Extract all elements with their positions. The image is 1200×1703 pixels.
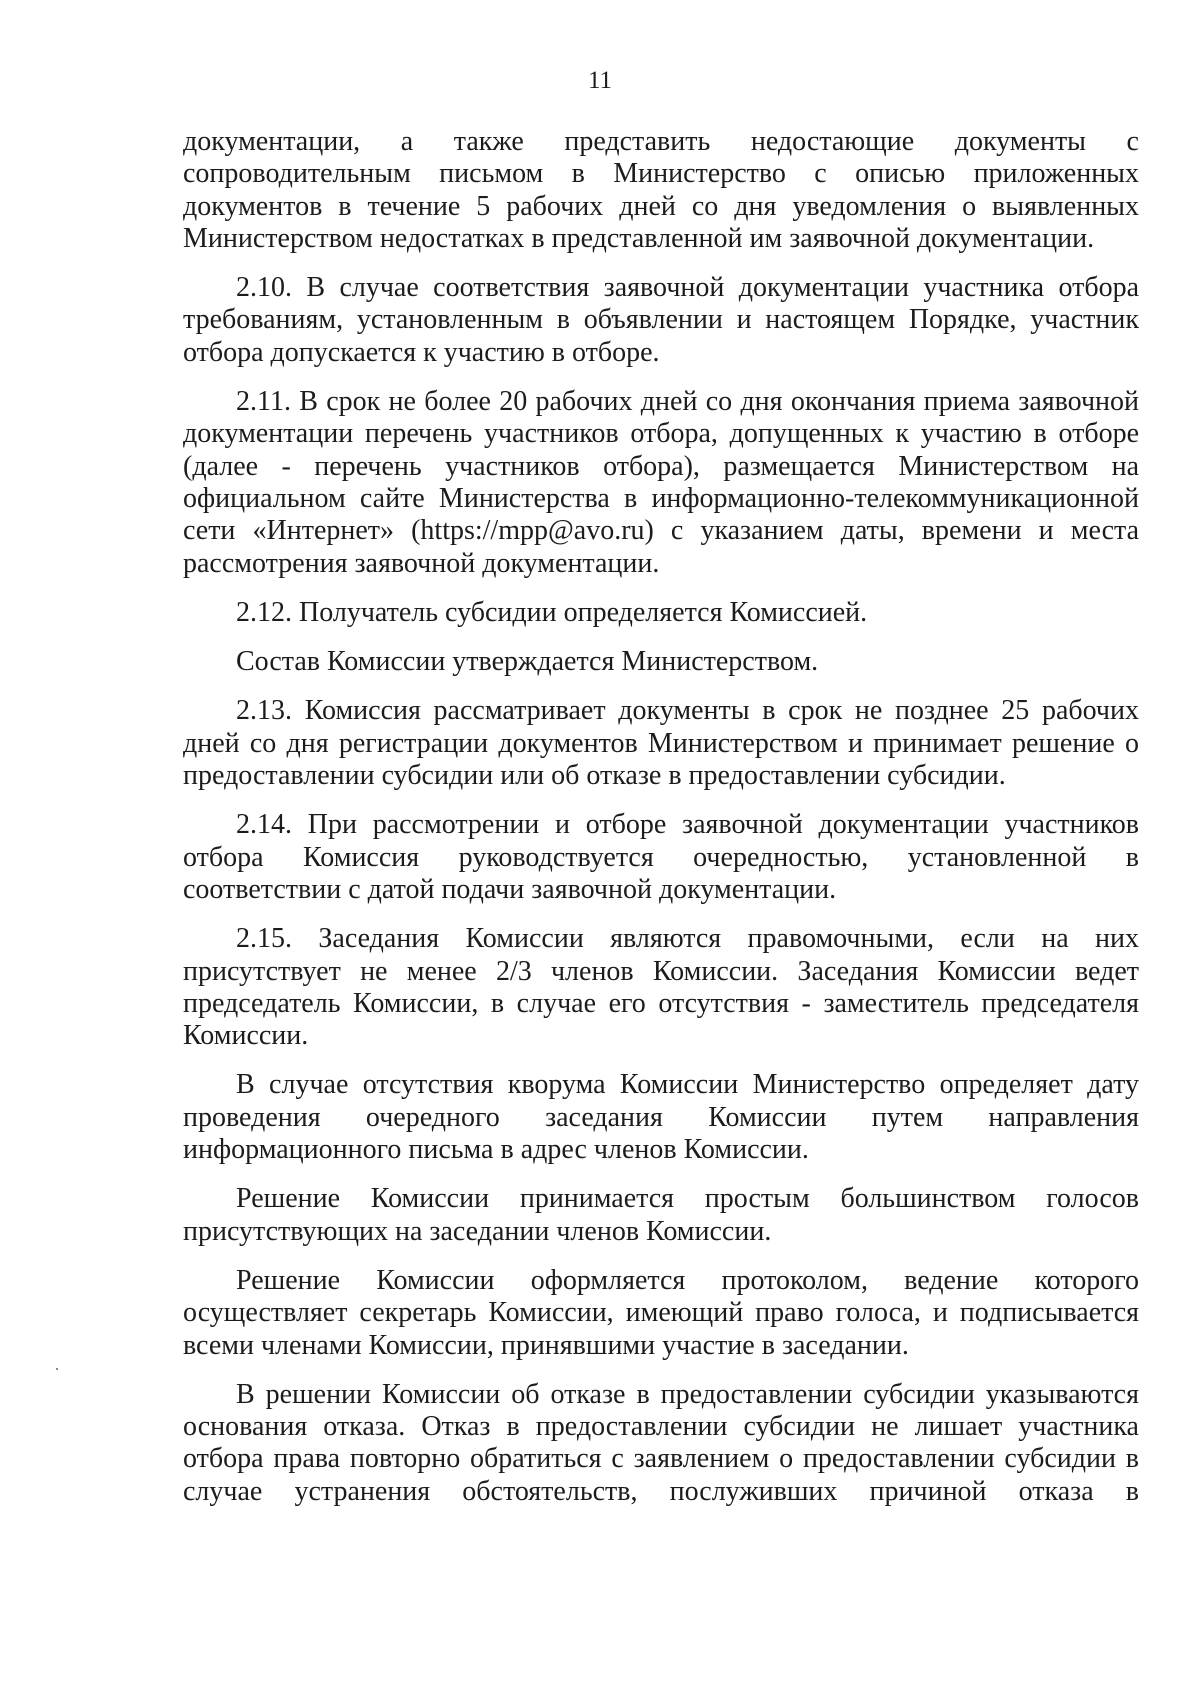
paragraph-2-10: 2.10. В случае соответствия заявочной документации участника отбора требованиям, установленным в объявлении и настоящем Порядке, участник отбора допускается к участию в отборе.	[183, 272, 1139, 368]
paragraph-refusal: В решении Комиссии об отказе в предоставлении субсидии указываются основания отказа. Отказ в предоставлении субсидии не лишает участника отбора права повторно обратиться с заявлением о предоставлении субсидии в случае устранения обстоятельств, послуживших причиной отказа в	[183, 1378, 1139, 1507]
paragraph-decision-majority: Решение Комиссии принимается простым большинством голосов присутствующих на заседании членов Комиссии.	[183, 1183, 1139, 1247]
paragraph-2-13: 2.13. Комиссия рассматривает документы в срок не позднее 25 рабочих дней со дня регистрации документов Министерством и принимает решение о предоставлении субсидии или об отказе в предоставлении субсидии.	[183, 695, 1139, 792]
paragraph-2-12: 2.12. Получатель субсидии определяется Комиссией.	[236, 596, 868, 628]
paragraph-2-11: 2.11. В срок не более 20 рабочих дней со дня окончания приема заявочной документации перечень участников отбора, допущенных к участию в отборе (далее - перечень участников отбора), размещается Министерством на официальном сайте Министерства в информационно-телекоммуникационной сети «Интернет» (https://mpp@avo.ru) с указанием даты, времени и места рассмотрения заявочной документации.	[183, 386, 1139, 579]
paragraph-commission-composition: Состав Комиссии утверждается Министерством.	[236, 646, 819, 678]
scan-speck	[56, 1368, 58, 1370]
paragraph-2-15: 2.15. Заседания Комиссии являются правомочными, если на них присутствует не менее 2/3 членов Комиссии. Заседания Комиссии ведет председатель Комиссии, в случае его отсутствия - заместитель председателя Комиссии.	[183, 923, 1139, 1052]
paragraph-2-14: 2.14. При рассмотрении и отборе заявочной документации участников отбора Комиссия руководствуется очередностью, установленной в соответствии с датой подачи заявочной документации.	[183, 809, 1139, 905]
document-body	[183, 126, 1139, 1508]
paragraph-continuation: документации, а также представить недостающие документы с сопроводительным письмом в Министерство с описью приложенных документов в течение 5 рабочих дней со дня уведомления о выявленных Министерством недостатках в представленной им заявочной документации.	[183, 126, 1139, 254]
page-number: 11	[587, 67, 613, 94]
paragraph-quorum: В случае отсутствия кворума Комиссии Министерство определяет дату проведения очередного заседания Комиссии путем направления информационного письма в адрес членов Комиссии.	[183, 1069, 1139, 1166]
paragraph-decision-protocol: Решение Комиссии оформляется протоколом, ведение которого осуществляет секретарь Комиссии, имеющий право голоса, и подписывается всеми членами Комиссии, принявшими участие в заседании.	[183, 1264, 1139, 1361]
